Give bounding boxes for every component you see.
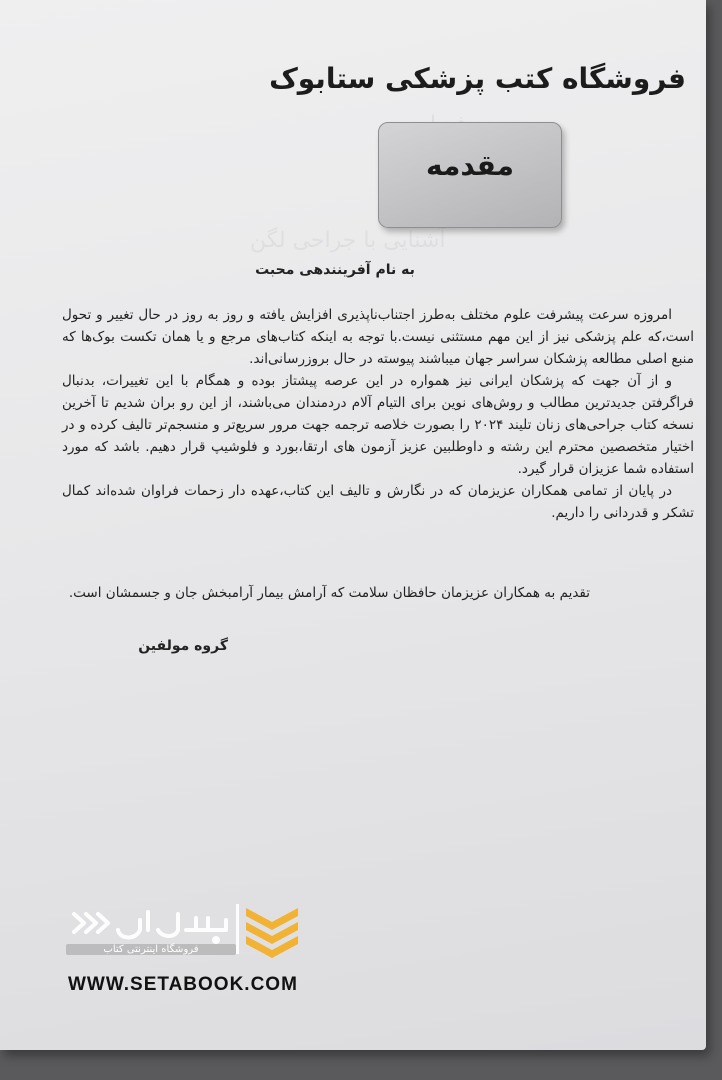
book-chevron-emblem-icon	[234, 902, 304, 962]
chapter-title-box	[378, 122, 562, 228]
introduction-body	[62, 304, 694, 524]
setabook-wordmark-logo	[66, 900, 246, 946]
paragraph: در پایان از تمامی همکاران عزیزمان که در نگارش و تالیف این کتاب،عهده دار زحمات فراوان شده‌اند کمال تشکر و قدردانی را داریم.	[62, 483, 694, 521]
author-signature: گروه مولفین	[138, 638, 228, 654]
bleed-through-text: آشنایی با جراحی لگن	[250, 228, 446, 253]
setabook-watermark	[56, 896, 306, 1001]
page-header-title: فروشگاه کتب پزشکی ستابوک	[269, 62, 686, 95]
paragraph: و از آن جهت که پزشکان ایرانی نیز همواره در این عرصه پیشتاز بوده و همگام با این تغییرات، بدنبال فراگرفتن جدیدترین مطالب و روش‌های نوین برای التیام آلام دردمندان می‌باشند، از این رو بران شدیم تا آخرین نسخه کتاب جراحی‌های زنان تلیند ۲۰۲۴ را بصورت خلاصه ترجمه جهت مرور سریع‌تر و منسجم‌تر تالیف کرده و در اختیار متخصصین محترم این رشته و داوطلبین عزیز آزمون های ارتقا،بورد و فلوشیپ قرار دهیم. باشد که مورد استفاده شما عزیزان قرار گیرد.	[62, 373, 694, 477]
chapter-title: مقدمه	[426, 148, 514, 182]
paragraph: امروزه سرعت پیشرفت علوم مختلف به‌طرز اجتناب‌ناپذیری افزایش یافته و روز به روز در حال تغییر و تحول است،که علم پزشکی نیز از این مهم مستثنی نیست.با توجه به اینکه کتاب‌های مرجع و یا همان تکست بوک‌ها که منبع اصلی مطالعه پزشکان سراسر جهان میباشند پیوسته در حال بروزرسانی‌اند.	[62, 307, 694, 367]
closing-dedication: تقدیم به همکاران عزیزمان حافظان سلامت که آرامش بیمار آرامبخش جان و جسمشان است.	[68, 585, 590, 601]
setabook-tagline: فروشگاه اینترنتی کتاب	[66, 944, 236, 955]
dedication-line: به نام آفرینندهی محبت	[255, 262, 415, 278]
setabook-url: WWW.SETABOOK.COM	[68, 974, 298, 995]
